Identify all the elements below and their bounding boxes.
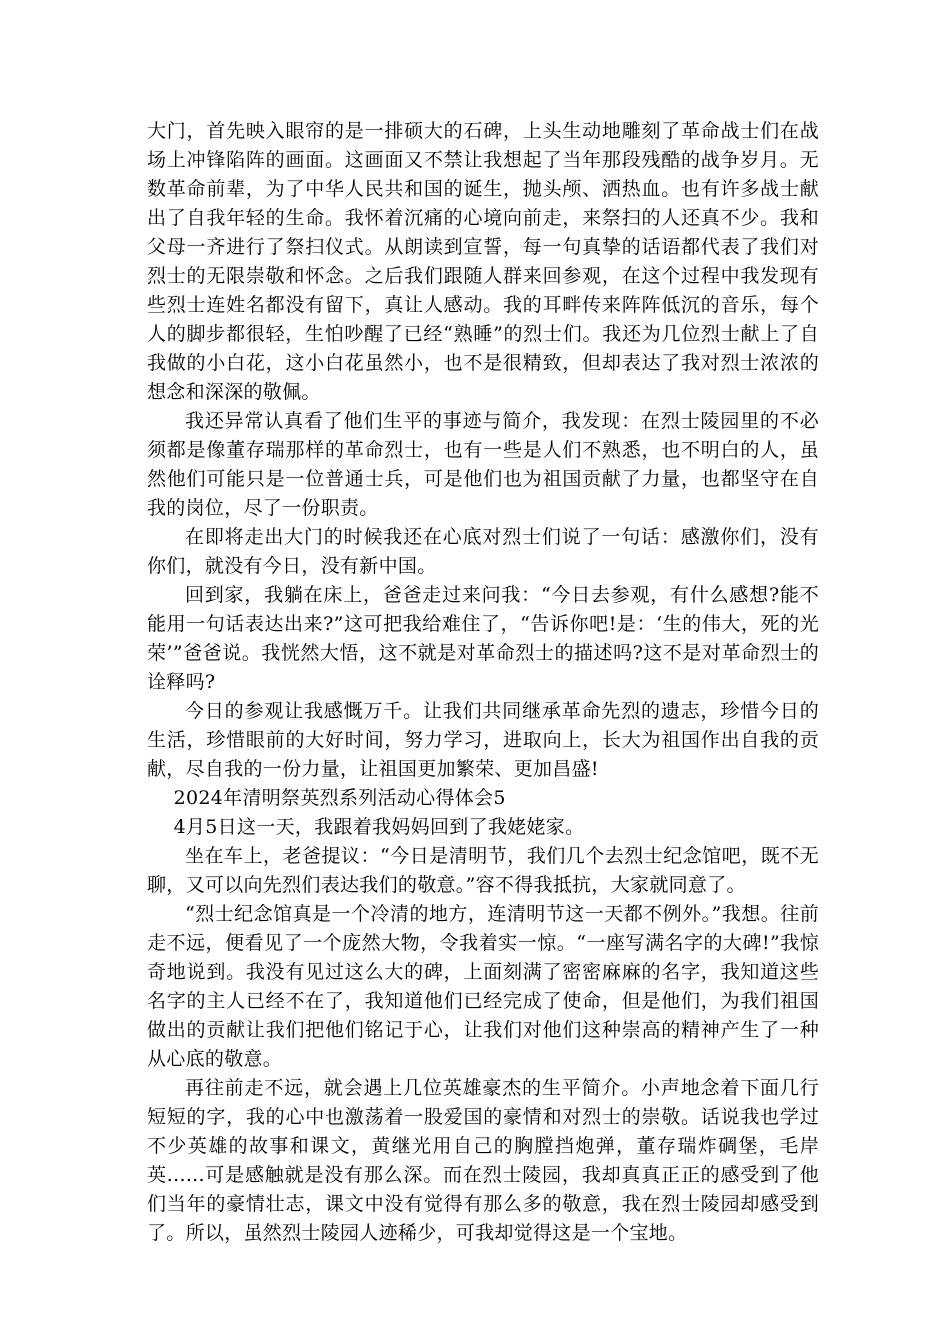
paragraph-5: 今日的参观让我感慨万千。让我们共同继承革命先烈的遗志，珍惜今日的生活，珍惜眼前的大好时间，努力学习，进取向上，长大为祖国作出自我的贡献，尽自我的一份力量，让祖国更加繁荣、更加昌盛!	[147, 700, 819, 780]
paragraph-3: 在即将走出大门的时候我还在心底对烈士们说了一句话：感激你们，没有你们，就没有今日，没有新中国。	[147, 526, 819, 577]
paragraph-9: 再往前走不远，就会遇上几位英雄豪杰的生平简介。小声地念着下面几行短短的字，我的心中也激荡着一股爱国的豪情和对烈士的崇敬。话说我也学过不少英雄的故事和课文，黄继光用自己的胸膛挡炮弹，董存瑞炸碉堡，毛岸英......可是感触就是没有那么深。而在烈士陵园，我却真真正正的感受到了他们当年的豪情壮志，课文中没有觉得有那么多的敬意，我在烈士陵园却感受到了。所以，虽然烈士陵园人迹稀少，可我却觉得这是一个宝地。	[147, 1077, 819, 1244]
paragraph-6: 4月5日这一天，我跟着我妈妈回到了我姥姥家。	[173, 816, 585, 838]
paragraph-2: 我还异常认真看了他们生平的事迹与简介，我发现：在烈士陵园里的不必须都是像董存瑞那样的革命烈士，也有一些是人们不熟悉，也不明白的人，虽然他们可能只是一位普通士兵，可是他们也为祖国贡献了力量，也都坚守在自我的岗位，尽了一份职责。	[147, 410, 819, 519]
document-page	[147, 117, 819, 1248]
paragraph-1: 大门，首先映入眼帘的是一排硕大的石碑，上头生动地雕刻了革命战士们在战场上冲锋陷阵的画面。这画面又不禁让我想起了当年那段残酷的战争岁月。无数革命前辈，为了中华人民共和国的诞生，抛头颅、洒热血。也有许多战士献出了自我年轻的生命。我怀着沉痛的心境向前走，来祭扫的人还真不少。我和父母一齐进行了祭扫仪式。从朗读到宣誓，每一句真挚的话语都代表了我们对烈士的无限崇敬和怀念。之后我们跟随人群来回参观，在这个过程中我发现有些烈士连姓名都没有留下，真让人感动。我的耳畔传来阵阵低沉的音乐，每个人的脚步都很轻，生怕吵醒了已经“熟睡”的烈士们。我还为几位烈士献上了自我做的小白花，这小白花虽然小，也不是很精致，但却表达了我对烈士浓浓的想念和深深的敬佩。	[147, 120, 819, 403]
section-title: 2024年清明祭英烈系列活动心得体会5	[173, 787, 506, 809]
paragraph-8: “烈士纪念馆真是一个冷清的地方，连清明节这一天都不例外。”我想。往前走不远，便看见了一个庞然大物，令我着实一惊。“一座写满名字的大碑!”我惊奇地说到。我没有见过这么大的碑，上面刻满了密密麻麻的名字，我知道这些名字的主人已经不在了，我知道他们已经完成了使命，但是他们，为我们祖国做出的贡献让我们把他们铭记于心，让我们对他们这种崇高的精神产生了一种从心底的敬意。	[147, 903, 819, 1070]
paragraph-7: 坐在车上，老爸提议：“今日是清明节，我们几个去烈士纪念馆吧，既不无聊，又可以向先烈们表达我们的敬意。”容不得我抵抗，大家就同意了。	[147, 845, 819, 896]
paragraph-4: 回到家，我躺在床上，爸爸走过来问我：“今日去参观，有什么感想?能不能用一句话表达出来?”这可把我给难住了，“告诉你吧!是：‘生的伟大，死的光荣’”爸爸说。我恍然大悟，这不就是对革命烈士的描述吗?这不是对革命烈士的诠释吗?	[147, 584, 819, 693]
